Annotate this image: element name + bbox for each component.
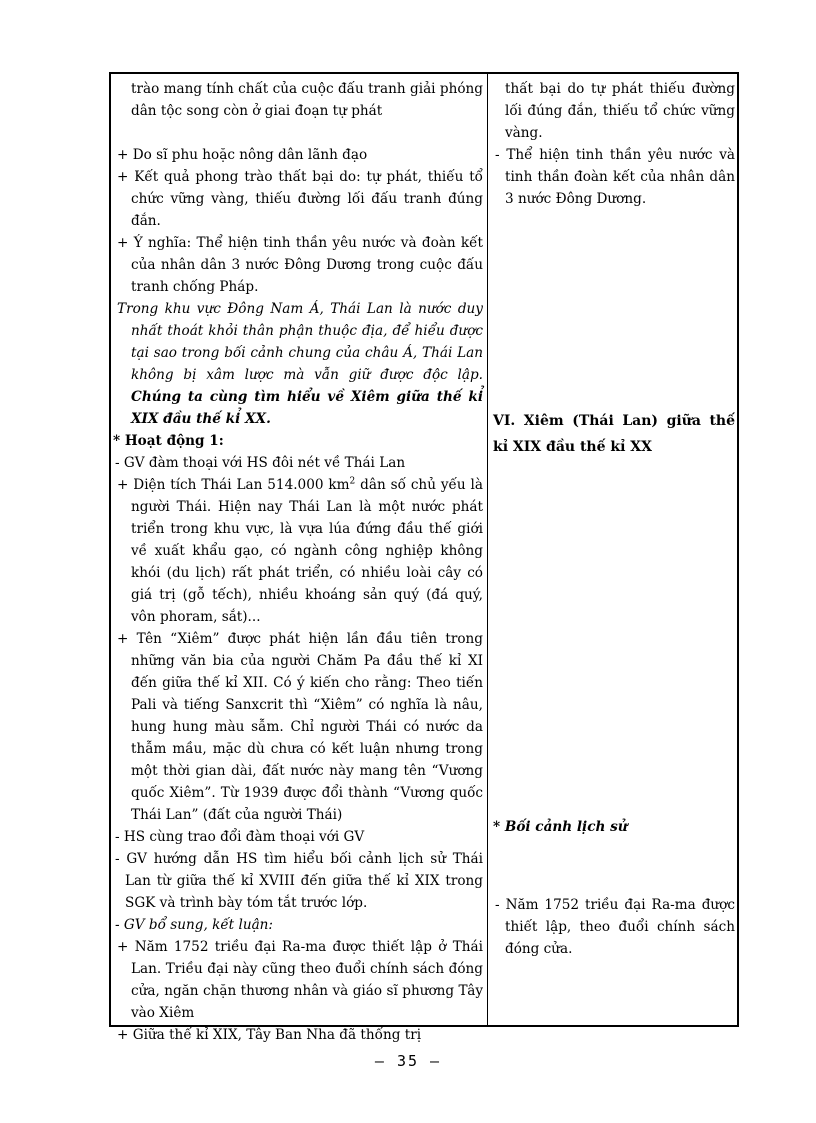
left-p4: - GV đàm thoại với HS đôi nét về Thái Lan bbox=[115, 455, 406, 471]
left-p10: + Năm 1752 triều đại Ra-ma được thiết lập ở Thái Lan. Triều đại này cũng theo đuổi chính sách đóng cửa, ngăn chặn thương nhân và giáo sĩ phương Tây vào Xiêm bbox=[117, 939, 483, 1021]
p5-text-b: dân số chủ yếu là người Thái. Hiện nay Thái Lan là một nước phát triển trong khu vực, là vựa lúa đứng đầu thế giới về xuất khẩu gạo, có ngành công nghiệp không khói (du lịch) rất phát triển, có nhiều loài cây có giá trị (gỗ tếch), nhiều khoáng sản quý (đá quý, vôn phoram, sắt)... bbox=[131, 477, 483, 625]
intro-text-a: Trong khu vực Đông Nam Á, Thái Lan là nước duy nhất thoát khỏi thân phận thuộc địa, để hiểu được tại sao trong bối cảnh chung của châu Á, Thái Lan không bị xâm lược mà vẫn giữ được độc lập. bbox=[117, 301, 483, 383]
context-heading: * Bối cảnh lịch sử bbox=[493, 819, 628, 835]
left-p3: + Ý nghĩa: Thể hiện tinh thần yêu nước và đoàn kết của nhân dân 3 nước Đông Dương trong cuộc đấu tranh chống Pháp. bbox=[117, 235, 483, 295]
left-p11: + Giữa thế kỉ XIX, Tây Ban Nha đã thống trị bbox=[117, 1027, 422, 1043]
right-r1: - Thể hiện tinh thần yêu nước và tinh thần đoàn kết của nhân dân 3 nước Đông Dương. bbox=[495, 147, 735, 207]
left-p1: + Do sĩ phu hoặc nông dân lãnh đạo bbox=[117, 147, 368, 163]
left-p0: trào mang tính chất của cuộc đấu tranh giải phóng dân tộc song còn ở giai đoạn tự phát bbox=[131, 81, 483, 119]
column-divider bbox=[487, 74, 488, 1025]
lesson-table bbox=[109, 72, 739, 1043]
right-r2: - Năm 1752 triều đại Ra-ma được thiết lập, theo đuổi chính sách đóng cửa. bbox=[495, 897, 735, 957]
left-p8: - GV hướng dẫn HS tìm hiểu bối cảnh lịch sử Thái Lan từ giữa thế kỉ XVIII đến giữa thế kỉ XIX trong SGK và trình bày tóm tắt trước lớp. bbox=[115, 851, 483, 911]
section-heading: VI. Xiêm (Thái Lan) giữa thế kỉ XIX đầu thế kỉ XX bbox=[493, 413, 735, 455]
left-p2: + Kết quả phong trào thất bại do: tự phát, thiếu tổ chức vững vàng, thiếu đường lối đấu tranh đúng đắn. bbox=[117, 169, 483, 229]
intro-text-b: Chúng ta cùng tìm hiểu về Xiêm giữa thế kỉ XIX đầu thế kỉ XX. bbox=[131, 389, 483, 427]
p5-text-a: + Diện tích Thái Lan 514.000 km bbox=[117, 477, 350, 493]
p5-superscript: 2 bbox=[349, 476, 356, 487]
left-p7: - HS cùng trao đổi đàm thoại với GV bbox=[115, 829, 365, 845]
left-column bbox=[113, 78, 483, 1046]
left-p6: + Tên “Xiêm” được phát hiện lần đầu tiên trong những văn bia của người Chăm Pa đầu thế kỉ XI đến giữa thế kỉ XII. Có ý kiến cho rằng: Theo tiến Pali và tiếng Sanxcrit thì “Xiêm” có nghĩa là nâu, hung hung màu sẫm. Chỉ người Thái có nước da thẫm mầu, mặc dù chưa có kết luận nhưng trong một thời gian dài, đất nước này mang tên “Vương quốc Xiêm”. Từ 1939 được đổi thành “Vương quốc Thái Lan” (đất của người Thái) bbox=[117, 631, 483, 823]
left-p5 bbox=[113, 474, 483, 628]
left-p9: - GV bổ sung, kết luận: bbox=[115, 917, 274, 933]
page-number: – 35 – bbox=[374, 1052, 442, 1070]
right-column bbox=[493, 78, 735, 960]
right-r0: thất bại do tự phát thiếu đường lối đúng đắn, thiếu tổ chức vững vàng. bbox=[505, 81, 735, 141]
left-intro bbox=[113, 298, 483, 430]
activity-heading: * Hoạt động 1: bbox=[113, 433, 224, 449]
